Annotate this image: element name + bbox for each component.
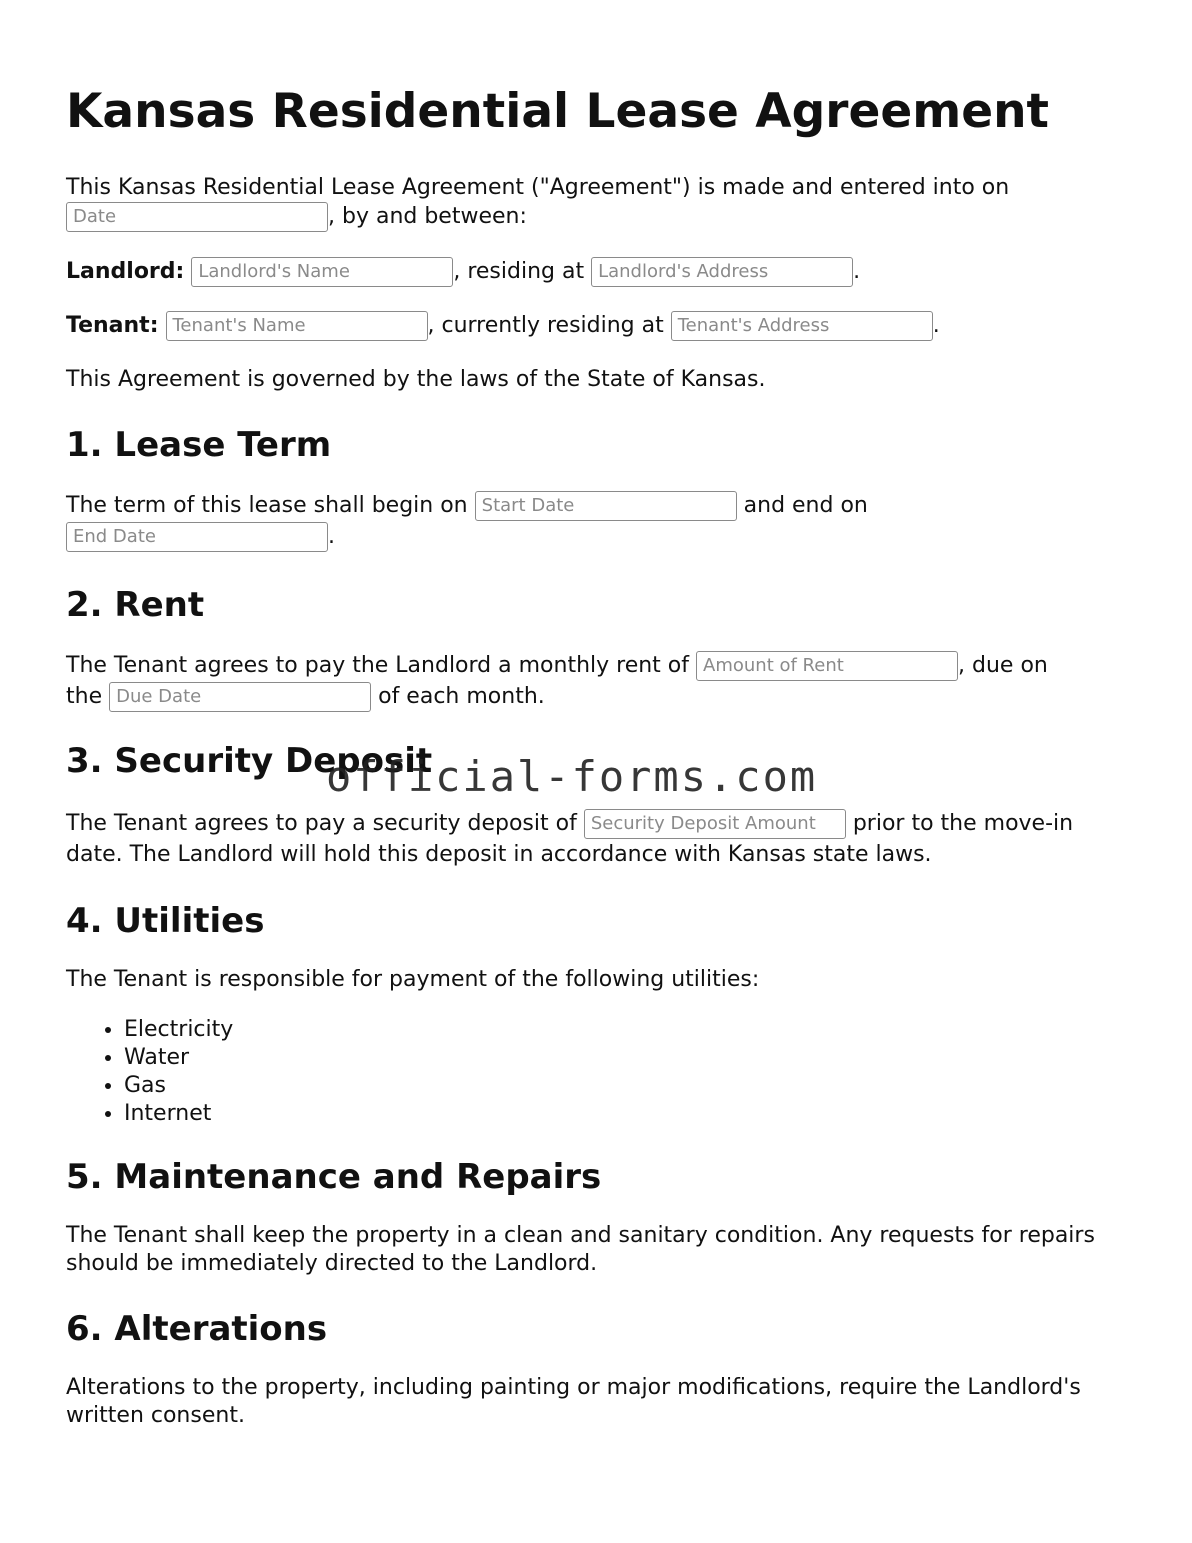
lease-term-paragraph: [66, 490, 1136, 552]
lease-term-text: The term of this lease shall begin on: [66, 493, 468, 518]
alterations-text: Alterations to the property, including painting or major modifications, require the Landlord's written consent.: [66, 1375, 1081, 1428]
utilities-list: [66, 1016, 1136, 1128]
tenant-name-field[interactable]: Tenant's Name: [166, 311, 428, 341]
intro-paragraph: [66, 174, 1136, 232]
section-heading-alterations: 6. Alterations: [66, 1309, 328, 1349]
landlord-line: [66, 257, 1136, 287]
agreement-date-field[interactable]: Date: [66, 202, 328, 232]
intro-text: This Kansas Residential Lease Agreement ("Agreement") is made and entered into on: [66, 175, 1010, 200]
list-item: • Water: [124, 1044, 1136, 1072]
list-item: • Internet: [124, 1100, 1136, 1128]
rent-tail: of each month.: [378, 684, 545, 709]
section-heading-security-deposit: 3. Security Deposit: [66, 741, 433, 781]
tenant-line: [66, 311, 1136, 341]
landlord-address-field[interactable]: Landlord's Address: [591, 257, 853, 287]
maintenance-text: The Tenant shall keep the property in a clean and sanitary condition. Any requests for repairs should be immediately directed to the Landlord.: [66, 1223, 1095, 1276]
landlord-mid: , residing at: [453, 259, 585, 284]
tenant-end: .: [932, 313, 940, 338]
rent-paragraph: [66, 650, 1136, 712]
rent-amount-field[interactable]: Amount of Rent: [696, 651, 958, 681]
utilities-text: The Tenant is responsible for payment of the following utilities:: [66, 967, 760, 992]
rent-text: The Tenant agrees to pay the Landlord a monthly rent of: [66, 653, 690, 678]
deposit-amount-field[interactable]: Security Deposit Amount: [584, 809, 846, 839]
section-heading-utilities: 4. Utilities: [66, 901, 265, 941]
section-heading-lease-term: 1. Lease Term: [66, 425, 332, 465]
page-title: Kansas Residential Lease Agreement: [66, 84, 1050, 139]
section-heading-rent: 2. Rent: [66, 585, 205, 625]
intro-tail: , by and between:: [328, 204, 527, 229]
landlord-label: Landlord:: [66, 259, 185, 284]
deposit-tail: prior to the move-in date. The Landlord will hold this deposit in accordance with Kansas state laws.: [66, 811, 1074, 867]
watermark: official-forms.com: [326, 752, 818, 801]
tenant-label: Tenant:: [66, 313, 159, 338]
rent-mid: , due on: [958, 653, 1048, 678]
lease-document: [66, 82, 1136, 1430]
list-item: • Electricity: [124, 1016, 1136, 1044]
lease-term-mid: and end on: [743, 493, 868, 518]
rent-the: the: [66, 684, 103, 709]
start-date-field[interactable]: Start Date: [475, 491, 737, 521]
list-item: • Gas: [124, 1072, 1136, 1100]
tenant-mid: , currently residing at: [427, 313, 664, 338]
rent-due-date-field[interactable]: Due Date: [109, 682, 371, 712]
section-heading-maintenance: 5. Maintenance and Repairs: [66, 1157, 602, 1197]
deposit-paragraph: [66, 808, 1136, 870]
landlord-name-field[interactable]: Landlord's Name: [191, 257, 453, 287]
deposit-text: The Tenant agrees to pay a security deposit of: [66, 811, 577, 836]
lease-term-end: .: [328, 524, 335, 549]
tenant-address-field[interactable]: Tenant's Address: [671, 311, 933, 341]
end-date-field[interactable]: End Date: [66, 522, 328, 552]
landlord-end: .: [853, 259, 861, 284]
governing-law: This Agreement is governed by the laws of the State of Kansas.: [66, 367, 766, 392]
